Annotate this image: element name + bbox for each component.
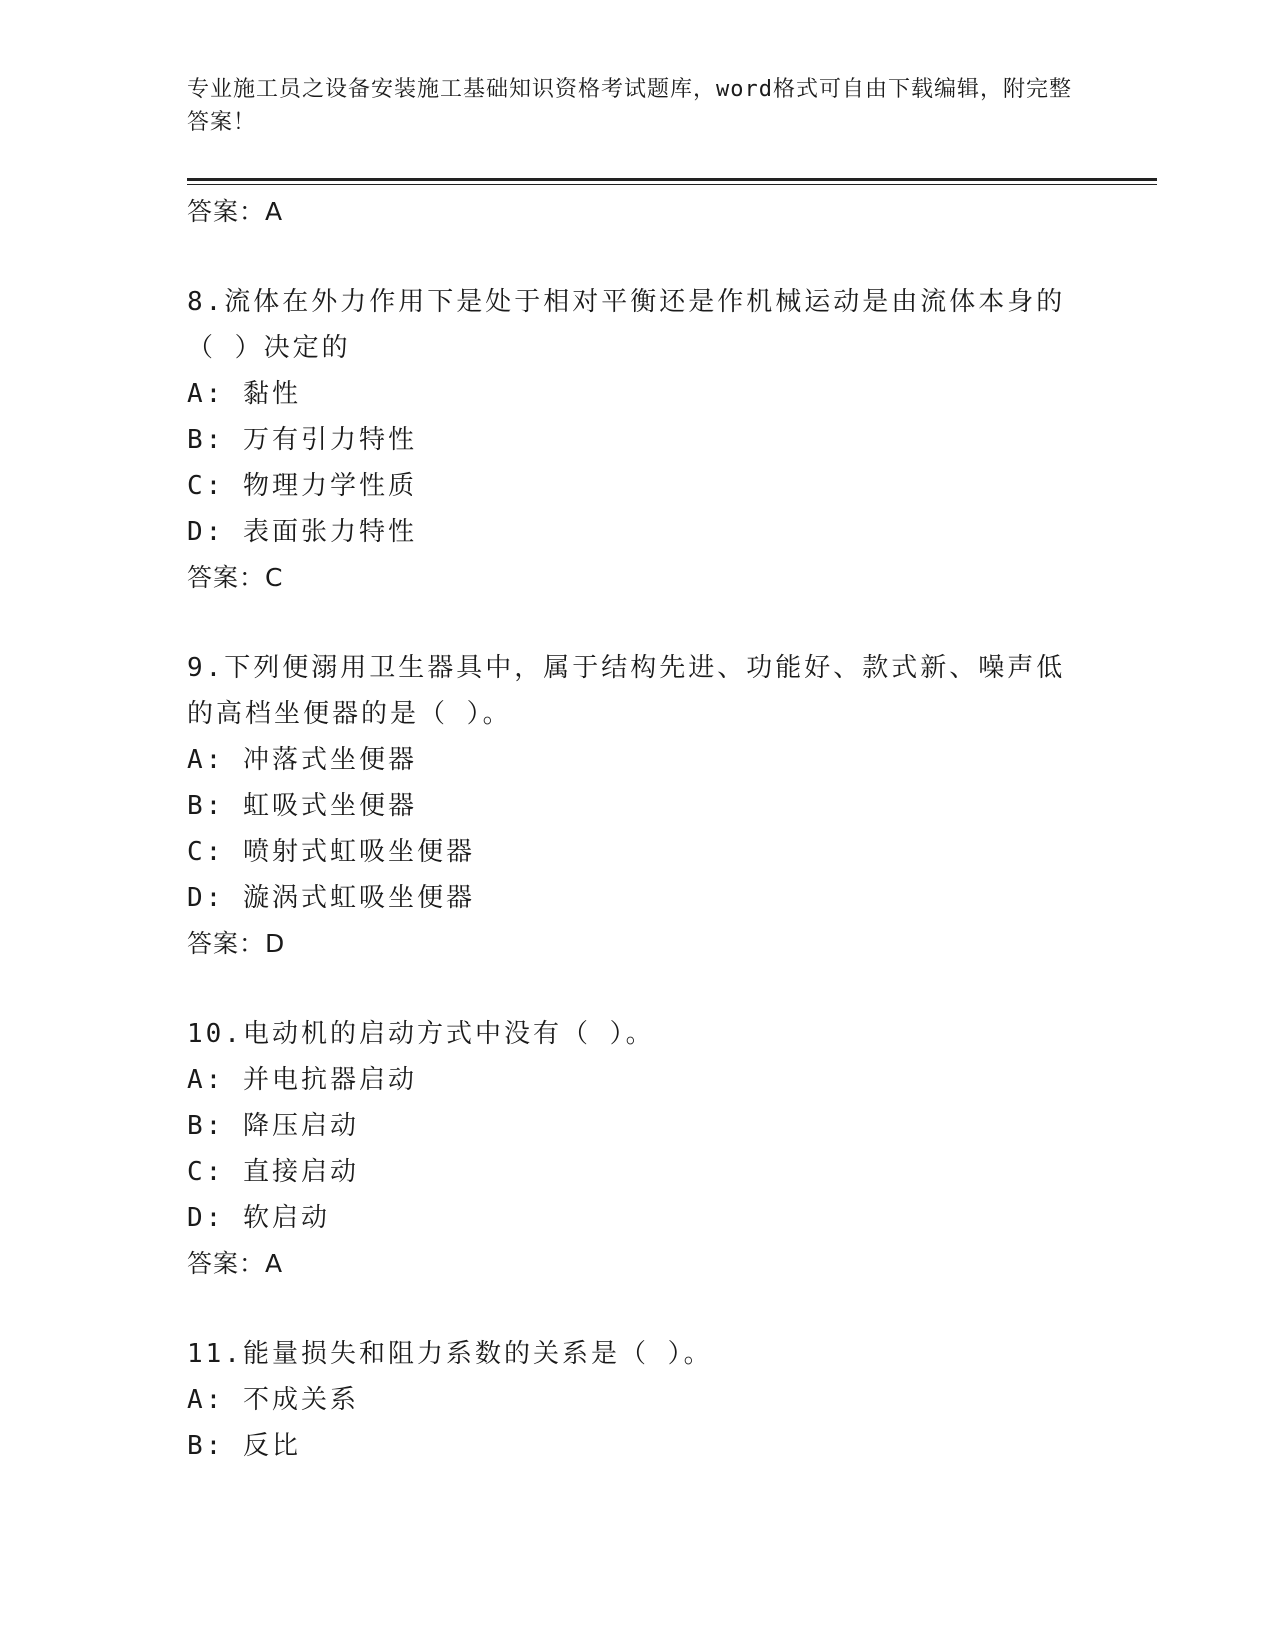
option-c: C: 喷射式虹吸坐便器 [187,837,475,867]
question-item [187,645,1067,967]
header-divider-thick [187,178,1157,181]
option-b: B: 降压启动 [187,1111,359,1141]
answer-line: 答案：C [187,563,284,592]
option-b: B: 万有引力特性 [187,425,417,455]
question-stem: 8.流体在外力作用下是处于相对平衡还是作机械运动是由流体本身的（ ）决定的 [187,287,1066,363]
question-stem: 9.下列便溺用卫生器具中，属于结构先进、功能好、款式新、噪声低的高档坐便器的是（ ）。 [187,653,1066,729]
option-b: B: 反比 [187,1431,301,1461]
option-c: C: 物理力学性质 [187,471,417,501]
header-divider-thin [187,184,1157,185]
document-header: 专业施工员之设备安装施工基础知识资格考试题库，word格式可自由下载编辑，附完整答案！ [187,77,1072,135]
question-stem: 10.电动机的启动方式中没有（ ）。 [187,1019,655,1049]
option-a: A: 黏性 [187,379,301,409]
question-item [187,1331,1067,1469]
question-item [187,1011,1067,1287]
answer-line: 答案：D [187,929,286,958]
question-stem: 11.能量损失和阻力系数的关系是（ ）。 [187,1339,713,1369]
option-c: C: 直接启动 [187,1157,359,1187]
option-d: D: 表面张力特性 [187,517,417,547]
question-item [187,279,1067,601]
answer-line: 答案：A [187,1249,284,1278]
option-d: D: 软启动 [187,1203,330,1233]
option-a: A: 不成关系 [187,1385,359,1415]
answer-line: 答案：A [187,197,284,226]
option-a: A: 冲落式坐便器 [187,745,417,775]
question-list [187,189,1067,1469]
option-b: B: 虹吸式坐便器 [187,791,417,821]
option-a: A: 并电抗器启动 [187,1065,417,1095]
option-d: D: 漩涡式虹吸坐便器 [187,883,475,913]
